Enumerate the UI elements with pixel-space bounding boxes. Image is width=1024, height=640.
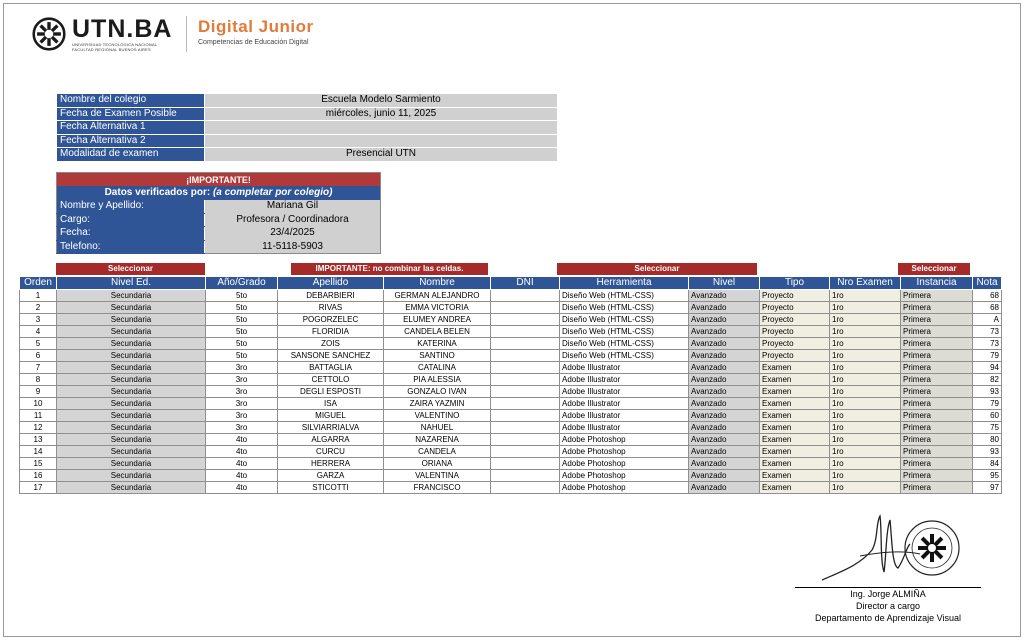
cell-instancia[interactable]: Primera — [901, 314, 973, 326]
column-header: Instancia — [901, 277, 973, 290]
cell-orden[interactable]: 16 — [20, 470, 57, 482]
cell-herramienta[interactable]: Diseño Web (HTML-CSS) — [560, 326, 689, 338]
cell-nota[interactable]: 93 — [973, 446, 1002, 458]
cell-nivel-ed[interactable]: Secundaria — [57, 326, 206, 338]
table-row — [20, 470, 1002, 482]
select-tag-nivel[interactable]: Seleccionar — [56, 263, 205, 275]
cell-nro-examen[interactable]: 1ro — [830, 326, 901, 338]
table-row — [20, 314, 1002, 326]
cell-nro-examen[interactable]: 1ro — [830, 290, 901, 302]
cell-tipo[interactable]: Examen — [760, 434, 830, 446]
utn-subtitle-2: FACULTAD REGIONAL BUENOS AIRES — [72, 46, 151, 52]
cell-dni[interactable] — [491, 470, 560, 482]
table-row — [20, 302, 1002, 314]
utn-subtitle-1: UNIVERSIDAD TECNOLÓGICA NACIONAL — [72, 41, 158, 47]
cell-anio-grado[interactable]: 4to — [206, 470, 278, 482]
cell-dni[interactable] — [491, 326, 560, 338]
cell-nombre[interactable]: GONZALO IVAN — [384, 386, 491, 398]
cell-nro-examen[interactable]: 1ro — [830, 362, 901, 374]
column-header: Apellido — [278, 277, 384, 290]
select-tag-herramienta[interactable]: Seleccionar — [557, 263, 757, 275]
cell-anio-grado[interactable]: 5to — [206, 326, 278, 338]
cell-anio-grado[interactable]: 5to — [206, 314, 278, 326]
cell-nivel-ed[interactable]: Secundaria — [57, 446, 206, 458]
cell-dni[interactable] — [491, 446, 560, 458]
cell-herramienta[interactable]: Diseño Web (HTML-CSS) — [560, 302, 689, 314]
cell-anio-grado[interactable]: 4to — [206, 458, 278, 470]
digital-junior-title: Digital Junior — [198, 17, 314, 36]
exam-info-label: Modalidad de examen — [57, 148, 205, 162]
cell-nro-examen[interactable]: 1ro — [830, 482, 901, 494]
cell-nivel[interactable]: Avanzado — [689, 482, 760, 494]
cell-dni[interactable] — [491, 482, 560, 494]
cell-dni[interactable] — [491, 386, 560, 398]
cell-nota[interactable]: 60 — [973, 410, 1002, 422]
cell-anio-grado[interactable]: 4to — [206, 482, 278, 494]
utn-emblem-icon — [32, 17, 66, 51]
cell-instancia[interactable]: Primera — [901, 398, 973, 410]
column-header: Nota — [973, 277, 1002, 290]
cell-apellido[interactable]: CURCU — [278, 446, 384, 458]
cell-nivel-ed[interactable]: Secundaria — [57, 290, 206, 302]
cell-dni[interactable] — [491, 338, 560, 350]
cell-anio-grado[interactable]: 5to — [206, 350, 278, 362]
cell-dni[interactable] — [491, 434, 560, 446]
verification-label: Cargo: — [57, 213, 205, 227]
cell-nivel[interactable]: Avanzado — [689, 470, 760, 482]
verification-label: Nombre y Apellido: — [57, 200, 205, 214]
cell-nombre[interactable]: NAZARENA — [384, 434, 491, 446]
exam-info-label: Fecha de Examen Posible — [57, 107, 205, 121]
verification-row — [57, 200, 381, 214]
cell-apellido[interactable]: ISA — [278, 398, 384, 410]
exam-info-row — [57, 134, 558, 148]
cell-nota[interactable]: A — [973, 314, 1002, 326]
exam-info-row — [57, 121, 558, 135]
cell-apellido[interactable]: SANSONE SANCHEZ — [278, 350, 384, 362]
cell-anio-grado[interactable]: 5to — [206, 302, 278, 314]
cell-nota[interactable]: 84 — [973, 458, 1002, 470]
cell-nro-examen[interactable]: 1ro — [830, 398, 901, 410]
select-tag-instancia[interactable]: Seleccionar — [898, 263, 970, 275]
cell-nivel-ed[interactable]: Secundaria — [57, 386, 206, 398]
cell-nivel[interactable]: Avanzado — [689, 362, 760, 374]
column-header: Nombre — [384, 277, 491, 290]
exam-info-label: Nombre del colegio — [57, 94, 205, 108]
cell-herramienta[interactable]: Adobe Photoshop — [560, 446, 689, 458]
cell-nombre[interactable]: CATALINA — [384, 362, 491, 374]
cell-orden[interactable]: 8 — [20, 374, 57, 386]
verification-row — [57, 227, 381, 241]
cell-tipo[interactable]: Examen — [760, 374, 830, 386]
verification-value[interactable]: Mariana Gil — [205, 200, 381, 214]
exam-info-value[interactable]: Escuela Modelo Sarmiento — [205, 94, 558, 108]
cell-nombre[interactable]: ELUMEY ANDREA — [384, 314, 491, 326]
cell-nro-examen[interactable]: 1ro — [830, 350, 901, 362]
cell-orden[interactable]: 15 — [20, 458, 57, 470]
table-row — [20, 446, 1002, 458]
cell-nivel[interactable]: Avanzado — [689, 314, 760, 326]
cell-orden[interactable]: 6 — [20, 350, 57, 362]
cell-anio-grado[interactable]: 5to — [206, 290, 278, 302]
cell-herramienta[interactable]: Adobe Photoshop — [560, 458, 689, 470]
cell-herramienta[interactable]: Adobe Illustrator — [560, 410, 689, 422]
cell-nombre[interactable]: FRANCISCO — [384, 482, 491, 494]
cell-nombre[interactable]: GERMAN ALEJANDRO — [384, 290, 491, 302]
cell-orden[interactable]: 5 — [20, 338, 57, 350]
cell-apellido[interactable]: STICOTTI — [278, 482, 384, 494]
cell-herramienta[interactable]: Adobe Illustrator — [560, 374, 689, 386]
table-row — [20, 338, 1002, 350]
cell-nombre[interactable]: KATERINA — [384, 338, 491, 350]
logo-divider — [186, 16, 187, 52]
column-header: Tipo — [760, 277, 830, 290]
cell-nombre[interactable]: CANDELA BELEN — [384, 326, 491, 338]
cell-apellido[interactable]: GARZA — [278, 470, 384, 482]
cell-instancia[interactable]: Primera — [901, 410, 973, 422]
cell-instancia[interactable]: Primera — [901, 374, 973, 386]
cell-nota[interactable]: 94 — [973, 362, 1002, 374]
cell-nota[interactable]: 68 — [973, 290, 1002, 302]
cell-tipo[interactable]: Examen — [760, 362, 830, 374]
cell-nota[interactable]: 73 — [973, 326, 1002, 338]
cell-instancia[interactable]: Primera — [901, 470, 973, 482]
exam-info-value[interactable]: Presencial UTN — [205, 148, 558, 162]
cell-nivel-ed[interactable]: Secundaria — [57, 422, 206, 434]
cell-anio-grado[interactable]: 3ro — [206, 422, 278, 434]
cell-orden[interactable]: 2 — [20, 302, 57, 314]
cell-apellido[interactable]: RIVAS — [278, 302, 384, 314]
cell-tipo[interactable]: Examen — [760, 410, 830, 422]
cell-instancia[interactable]: Primera — [901, 422, 973, 434]
cell-nro-examen[interactable]: 1ro — [830, 458, 901, 470]
column-header: Herramienta — [560, 277, 689, 290]
table-row — [20, 290, 1002, 302]
cell-tipo[interactable]: Examen — [760, 470, 830, 482]
exam-info-row — [57, 148, 558, 162]
cell-nivel-ed[interactable]: Secundaria — [57, 410, 206, 422]
cell-orden[interactable]: 14 — [20, 446, 57, 458]
cell-tipo[interactable]: Examen — [760, 458, 830, 470]
exam-info-value[interactable]: miércoles, junio 11, 2025 — [205, 107, 558, 121]
cell-dni[interactable] — [491, 374, 560, 386]
cell-nivel-ed[interactable]: Secundaria — [57, 482, 206, 494]
cell-orden[interactable]: 13 — [20, 434, 57, 446]
cell-nivel[interactable]: Avanzado — [689, 386, 760, 398]
column-header: DNI — [491, 277, 560, 290]
column-header: Año/Grado — [206, 277, 278, 290]
cell-nivel[interactable]: Avanzado — [689, 398, 760, 410]
cell-nro-examen[interactable]: 1ro — [830, 302, 901, 314]
signature-and-seal — [820, 510, 990, 590]
cell-tipo[interactable]: Examen — [760, 446, 830, 458]
cell-tipo[interactable]: Proyecto — [760, 338, 830, 350]
cell-nivel-ed[interactable]: Secundaria — [57, 374, 206, 386]
cell-dni[interactable] — [491, 350, 560, 362]
cell-orden[interactable]: 17 — [20, 482, 57, 494]
utn-wordmark: UTN.BA — [72, 14, 173, 43]
verification-row — [57, 240, 381, 254]
cell-nota[interactable]: 79 — [973, 350, 1002, 362]
cell-tipo[interactable]: Proyecto — [760, 290, 830, 302]
utn-logo — [32, 14, 187, 54]
exam-info-value[interactable] — [205, 134, 558, 148]
cell-tipo[interactable]: Proyecto — [760, 314, 830, 326]
cell-apellido[interactable]: ALGARRA — [278, 434, 384, 446]
cell-nombre[interactable]: EMMA VICTORIA — [384, 302, 491, 314]
cell-apellido[interactable]: POGORZELEC — [278, 314, 384, 326]
table-row — [20, 362, 1002, 374]
cell-herramienta[interactable]: Adobe Illustrator — [560, 386, 689, 398]
cell-tipo[interactable]: Examen — [760, 482, 830, 494]
verification-table — [56, 172, 381, 254]
cell-instancia[interactable]: Primera — [901, 362, 973, 374]
cell-nivel[interactable]: Avanzado — [689, 326, 760, 338]
cell-dni[interactable] — [491, 458, 560, 470]
cell-herramienta[interactable]: Adobe Photoshop — [560, 470, 689, 482]
cell-nivel[interactable]: Avanzado — [689, 458, 760, 470]
cell-apellido[interactable]: MIGUEL — [278, 410, 384, 422]
cell-orden[interactable]: 4 — [20, 326, 57, 338]
cell-dni[interactable] — [491, 410, 560, 422]
cell-instancia[interactable]: Primera — [901, 290, 973, 302]
cell-nombre[interactable]: VALENTINA — [384, 470, 491, 482]
cell-orden[interactable]: 1 — [20, 290, 57, 302]
cell-nota[interactable]: 80 — [973, 434, 1002, 446]
cell-herramienta[interactable]: Adobe Illustrator — [560, 422, 689, 434]
verification-value[interactable]: 11-5118-5903 — [205, 240, 381, 254]
cell-nombre[interactable]: PIA ALESSIA — [384, 374, 491, 386]
cell-herramienta[interactable]: Diseño Web (HTML-CSS) — [560, 338, 689, 350]
cell-dni[interactable] — [491, 314, 560, 326]
cell-nro-examen[interactable]: 1ro — [830, 374, 901, 386]
cell-apellido[interactable]: FLORIDIA — [278, 326, 384, 338]
exam-info-label: Fecha Alternativa 1 — [57, 121, 205, 135]
cell-dni[interactable] — [491, 422, 560, 434]
cell-anio-grado[interactable]: 3ro — [206, 398, 278, 410]
cell-nota[interactable]: 73 — [973, 338, 1002, 350]
exam-info-row — [57, 107, 558, 121]
verification-value[interactable]: Profesora / Coordinadora — [205, 213, 381, 227]
verification-label: Fecha: — [57, 227, 205, 241]
cell-orden[interactable]: 10 — [20, 398, 57, 410]
cell-tipo[interactable]: Examen — [760, 422, 830, 434]
cell-orden[interactable]: 12 — [20, 422, 57, 434]
cell-nro-examen[interactable]: 1ro — [830, 338, 901, 350]
signer-role: Director a cargo — [855, 601, 921, 611]
cell-nota[interactable]: 97 — [973, 482, 1002, 494]
cell-instancia[interactable]: Primera — [901, 350, 973, 362]
cell-dni[interactable] — [491, 290, 560, 302]
cell-herramienta[interactable]: Diseño Web (HTML-CSS) — [560, 290, 689, 302]
cell-tipo[interactable]: Examen — [760, 398, 830, 410]
signer-department: Departamento de Aprendizaje Visual — [815, 613, 961, 623]
cell-nro-examen[interactable]: 1ro — [830, 410, 901, 422]
cell-instancia[interactable]: Primera — [901, 326, 973, 338]
cell-dni[interactable] — [491, 302, 560, 314]
column-header: Orden — [20, 277, 57, 290]
cell-tipo[interactable]: Proyecto — [760, 302, 830, 314]
cell-instancia[interactable]: Primera — [901, 482, 973, 494]
cell-nivel[interactable]: Avanzado — [689, 422, 760, 434]
cell-nivel-ed[interactable]: Secundaria — [57, 314, 206, 326]
cell-apellido[interactable]: CETTOLO — [278, 374, 384, 386]
important-merge-warning: IMPORTANTE: no combinar las celdas. — [291, 263, 488, 275]
cell-nota[interactable]: 82 — [973, 374, 1002, 386]
cell-herramienta[interactable]: Adobe Photoshop — [560, 434, 689, 446]
cell-nota[interactable]: 93 — [973, 386, 1002, 398]
cell-nivel[interactable]: Avanzado — [689, 290, 760, 302]
cell-nro-examen[interactable]: 1ro — [830, 470, 901, 482]
cell-nombre[interactable]: ORIANA — [384, 458, 491, 470]
cell-nota[interactable]: 75 — [973, 422, 1002, 434]
table-row — [20, 398, 1002, 410]
cell-nota[interactable]: 95 — [973, 470, 1002, 482]
cell-anio-grado[interactable]: 4to — [206, 446, 278, 458]
cell-dni[interactable] — [491, 362, 560, 374]
exam-info-value[interactable] — [205, 121, 558, 135]
cell-nro-examen[interactable]: 1ro — [830, 314, 901, 326]
cell-nivel[interactable]: Avanzado — [689, 434, 760, 446]
table-row — [20, 458, 1002, 470]
verification-row — [57, 213, 381, 227]
verified-by-prefix: Datos verificados por: — [104, 186, 211, 198]
cell-orden[interactable]: 11 — [20, 410, 57, 422]
table-row — [20, 326, 1002, 338]
cell-nivel[interactable]: Avanzado — [689, 350, 760, 362]
cell-nombre[interactable]: NAHUEL — [384, 422, 491, 434]
cell-tipo[interactable]: Proyecto — [760, 350, 830, 362]
column-header: Nivel — [689, 277, 760, 290]
cell-nro-examen[interactable]: 1ro — [830, 386, 901, 398]
cell-herramienta[interactable]: Adobe Illustrator — [560, 398, 689, 410]
students-table — [19, 276, 1002, 494]
verification-value[interactable]: 23/4/2025 — [205, 227, 381, 241]
cell-nombre[interactable]: CANDELA — [384, 446, 491, 458]
cell-anio-grado[interactable]: 3ro — [206, 374, 278, 386]
table-row — [20, 482, 1002, 494]
exam-info-row — [57, 94, 558, 108]
digital-junior-logo — [198, 18, 314, 46]
cell-nivel-ed[interactable]: Secundaria — [57, 398, 206, 410]
cell-nivel-ed[interactable]: Secundaria — [57, 350, 206, 362]
cell-dni[interactable] — [491, 398, 560, 410]
signature-block — [795, 587, 981, 624]
cell-anio-grado[interactable]: 4to — [206, 434, 278, 446]
cell-instancia[interactable]: Primera — [901, 338, 973, 350]
cell-orden[interactable]: 3 — [20, 314, 57, 326]
cell-herramienta[interactable]: Diseño Web (HTML-CSS) — [560, 314, 689, 326]
cell-herramienta[interactable]: Adobe Illustrator — [560, 362, 689, 374]
table-row — [20, 350, 1002, 362]
cell-nivel[interactable]: Avanzado — [689, 446, 760, 458]
cell-tipo[interactable]: Examen — [760, 386, 830, 398]
cell-nro-examen[interactable]: 1ro — [830, 422, 901, 434]
cell-anio-grado[interactable]: 3ro — [206, 410, 278, 422]
verified-by-title — [57, 186, 381, 200]
cell-nro-examen[interactable]: 1ro — [830, 434, 901, 446]
cell-nivel[interactable]: Avanzado — [689, 302, 760, 314]
cell-nivel[interactable]: Avanzado — [689, 410, 760, 422]
cell-nivel-ed[interactable]: Secundaria — [57, 338, 206, 350]
table-row — [20, 386, 1002, 398]
cell-instancia[interactable]: Primera — [901, 446, 973, 458]
verified-by-suffix: (a completar por colegio) — [212, 186, 333, 198]
cell-tipo[interactable]: Proyecto — [760, 326, 830, 338]
column-header: Nro Examen — [830, 277, 901, 290]
cell-nivel-ed[interactable]: Secundaria — [57, 458, 206, 470]
table-row — [20, 422, 1002, 434]
cell-apellido[interactable]: SILVIARRIALVA — [278, 422, 384, 434]
cell-apellido[interactable]: DEBARBIERI — [278, 290, 384, 302]
cell-orden[interactable]: 7 — [20, 362, 57, 374]
cell-nota[interactable]: 68 — [973, 302, 1002, 314]
cell-apellido[interactable]: DEGLI ESPOSTI — [278, 386, 384, 398]
cell-instancia[interactable]: Primera — [901, 386, 973, 398]
cell-nivel-ed[interactable]: Secundaria — [57, 302, 206, 314]
cell-nro-examen[interactable]: 1ro — [830, 446, 901, 458]
digital-junior-subtitle: Competencias de Educación Digital — [198, 39, 309, 46]
signer-name: Ing. Jorge ALMIÑA — [850, 589, 926, 599]
cell-nombre[interactable]: SANTINO — [384, 350, 491, 362]
cell-nombre[interactable]: VALENTINO — [384, 410, 491, 422]
cell-nivel-ed[interactable]: Secundaria — [57, 470, 206, 482]
column-header: Nivel Ed. — [57, 277, 206, 290]
cell-instancia[interactable]: Primera — [901, 434, 973, 446]
cell-nivel[interactable]: Avanzado — [689, 374, 760, 386]
exam-info-table — [56, 93, 558, 162]
cell-herramienta[interactable]: Adobe Photoshop — [560, 482, 689, 494]
cell-nota[interactable]: 79 — [973, 398, 1002, 410]
cell-nivel-ed[interactable]: Secundaria — [57, 434, 206, 446]
table-row — [20, 434, 1002, 446]
cell-anio-grado[interactable]: 5to — [206, 338, 278, 350]
verification-label: Telefono: — [57, 240, 205, 254]
cell-instancia[interactable]: Primera — [901, 458, 973, 470]
cell-nivel-ed[interactable]: Secundaria — [57, 362, 206, 374]
cell-apellido[interactable]: HERRERA — [278, 458, 384, 470]
cell-herramienta[interactable]: Diseño Web (HTML-CSS) — [560, 350, 689, 362]
table-row — [20, 374, 1002, 386]
cell-nivel[interactable]: Avanzado — [689, 338, 760, 350]
cell-apellido[interactable]: ZOIS — [278, 338, 384, 350]
cell-orden[interactable]: 9 — [20, 386, 57, 398]
cell-apellido[interactable]: BATTAGLIA — [278, 362, 384, 374]
cell-anio-grado[interactable]: 3ro — [206, 362, 278, 374]
exam-info-label: Fecha Alternativa 2 — [57, 134, 205, 148]
important-banner: ¡IMPORTANTE! — [57, 173, 381, 187]
table-row — [20, 410, 1002, 422]
cell-anio-grado[interactable]: 3ro — [206, 386, 278, 398]
cell-instancia[interactable]: Primera — [901, 302, 973, 314]
cell-nombre[interactable]: ZAIRA YAZMIN — [384, 398, 491, 410]
